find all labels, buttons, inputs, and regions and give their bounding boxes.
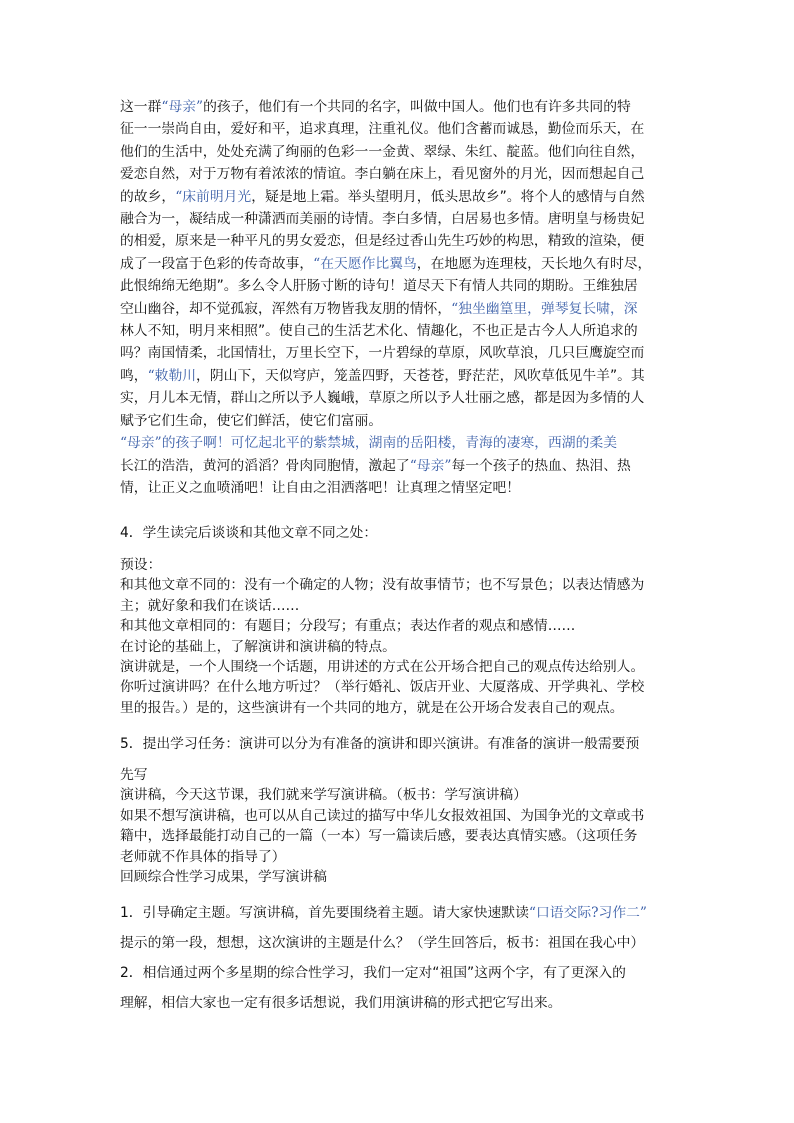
essay-line — [120, 365, 680, 387]
text-segment: 成了一段富于色彩的传奇故事， — [120, 255, 314, 272]
quoted-text: “母亲” — [409, 457, 452, 474]
text-segment: 征一一崇尚自由，爱好和平，追求真理，注重礼仪。他们含蓄而诚恳，勤俭而乐天，在 — [120, 121, 645, 138]
quoted-text: “床前明月光 — [175, 188, 252, 205]
guide-item-1-line — [120, 898, 680, 928]
text-segment: 他们的生活中，处处充满了绚丽的色彩一一金黄、翠绿、朱红、靛蓝。他们向往自然， — [120, 143, 645, 160]
essay-line — [120, 410, 680, 432]
text-segment: 的故乡， — [120, 188, 176, 205]
guide-item-2 — [120, 958, 680, 1018]
step4-body — [120, 555, 680, 718]
essay-line — [120, 275, 680, 297]
essay-line — [120, 208, 680, 230]
step4-line: 和其他文章相同的：有题目；分段写；有重点；表达作者的观点和感情…… — [120, 618, 576, 635]
essay-line — [120, 230, 680, 252]
essay-line — [120, 141, 680, 163]
step5-body — [120, 765, 680, 887]
step4-line: 主；就好象和我们在谈话…… — [120, 597, 300, 614]
guide-item-1 — [120, 898, 680, 958]
text-segment: 空山幽谷，却不觉孤寂，浑然有万物皆我友朋的情怀， — [120, 300, 452, 317]
text-segment: 每一个孩子的热血、热泪、热 — [451, 457, 631, 474]
text-segment: 吗？南国情柔，北国情壮，万里长空下，一片碧绿的草原，风吹草浪，几只巨鹰旋空而 — [120, 345, 645, 362]
text-segment: 赋予它们生命，使它们鲜活，使它们富丽。 — [120, 412, 383, 429]
step4-line: 和其他文章不同的：没有一个确定的人物；没有故事情节；也不写景色；以表达情感为 — [120, 577, 645, 594]
step5-line: 先写 — [120, 767, 148, 783]
essay-line — [120, 320, 680, 342]
essay-line — [120, 342, 680, 364]
step5-line: 5．提出学习任务：演讲可以分为有准备的演讲和即兴演讲。有准备的演讲一般需要预 — [120, 736, 640, 752]
text-segment: 1．引导确定主题。写演讲稿，首先要围绕着主题。请大家快速默读 — [120, 905, 529, 921]
text-segment: 此恨绵绵无绝期”。多么令人肝肠寸断的诗句！道尽天下有情人共同的期盼。王维独居 — [120, 278, 638, 295]
essay-line — [120, 387, 680, 409]
step4-line: 演讲就是，一个人围绕一个话题，用讲述的方式在公开场合把自己的观点传达给别人。 — [120, 659, 645, 676]
essay-line — [120, 477, 680, 499]
step4-section — [120, 522, 680, 544]
text-segment: 这一群 — [120, 99, 162, 115]
text-segment: 的孩子，他们有一个共同的名字，叫做中国人。他们也有许多共同的特 — [203, 99, 631, 115]
step5-line: 如果不想写演讲稿，也可以从自己读过的描写中华儿女报效祖国、为国争光的文章或书 — [120, 807, 645, 824]
step4-line: 里的报告。）是的，这些演讲有一个共同的地方，就是在公开场合发表自己的观点。 — [120, 699, 624, 716]
quoted-text: “独坐幽篁里，弹琴复长啸，深 — [451, 300, 638, 317]
text-segment: 融合为一，凝结成一种潇洒而美丽的诗情。李白多情，白居易也多情。唐明皇与杨贵妃 — [120, 211, 645, 228]
step5-heading — [120, 733, 680, 755]
step4-heading: 4．学生读完后谈谈和其他文章不同之处： — [120, 525, 378, 541]
text-segment: 的相爱，原来是一种平凡的男女爱恋，但是经过香山先生巧妙的构思，精致的渲染，便 — [120, 233, 645, 250]
text-segment: ，阴山下，天似穹庐，笼盖四野，天苍苍，野茫茫，风吹草低见牛羊”。其 — [196, 367, 645, 384]
essay-line — [120, 432, 680, 454]
text-segment: ，疑是地上霜。举头望明月，低头思故乡”。将个人的感情与自然 — [251, 188, 645, 205]
text-segment: 提示的第一段，想想，这次演讲的主题是什么？（学生回答后，板书：祖国在我心中） — [120, 935, 645, 951]
text-segment: ，在地愿为连理枝，天长地久有时尽， — [416, 255, 652, 272]
step5-line: 演讲稿，今天这节课，我们就来学写演讲稿。（板书：学写演讲稿） — [120, 787, 528, 804]
guide-item-2-line: 理解，相信大家也一定有很多话想说，我们用演讲稿的形式把它写出来。 — [120, 995, 562, 1011]
step5-line: 老师就不作具体的指导了） — [120, 848, 286, 865]
essay-line — [120, 118, 680, 140]
step4-line: 预设： — [120, 557, 162, 573]
step5-line: 籍中，选择最能打动自己的一篇（一本）写一篇读后感，要表达真情实感。（这项任务 — [120, 828, 638, 845]
text-segment: 鸣， — [120, 367, 148, 384]
text-segment: 长江的浩浩，黄河的滔滔？骨肉同胞情，激起了 — [120, 457, 410, 474]
quoted-text: “在天愿作比翼鸟 — [313, 255, 417, 272]
quoted-text: “敕勒川 — [147, 367, 197, 384]
essay-line — [120, 96, 680, 118]
essay-line — [120, 253, 680, 275]
guide-item-2-line: 2．相信通过两个多星期的综合性学习，我们一定对“祖国”这两个字，有了更深入的 — [120, 965, 626, 981]
step4-line: 在讨论的基础上，了解演讲和演讲稿的特点。 — [120, 638, 396, 655]
essay-line — [120, 163, 680, 185]
quoted-text: “母亲”的孩子啊！可忆起北平的紫禁城，湖南的岳阳楼，青海的凄寒，西湖的柔美 — [120, 435, 617, 452]
text-segment: 爱恋自然，对于万物有着浓浓的情谊。李白躺在床上，看见窗外的月光，因而想起自己 — [120, 166, 645, 183]
step5-line: 回顾综合性学习成果，学写演讲稿 — [120, 869, 327, 886]
essay-line — [120, 298, 680, 320]
quoted-text: “母亲” — [161, 99, 204, 115]
text-segment: 林人不知，明月来相照”。使自己的生活艺术化、情趣化，不也正是古今人人所追求的 — [120, 323, 638, 340]
text-segment: 实，月儿本无情，群山之所以予人巍峨，草原之所以予人壮丽之感，都是因为多情的人 — [120, 390, 645, 407]
text-segment: 情，让正义之血喷涌吧！让自由之泪洒落吧！让真理之情坚定吧！ — [120, 479, 521, 496]
step4-line: 你听过演讲吗？在什么地方听过？（举行婚礼、饭店开业、大厦落成、开学典礼、学校 — [120, 679, 645, 696]
essay-line — [120, 455, 680, 477]
quoted-text: “口语交际?习作二” — [528, 905, 647, 921]
essay-line — [120, 186, 680, 208]
guide-item-1-line — [120, 928, 680, 958]
essay-paragraph — [120, 96, 680, 499]
